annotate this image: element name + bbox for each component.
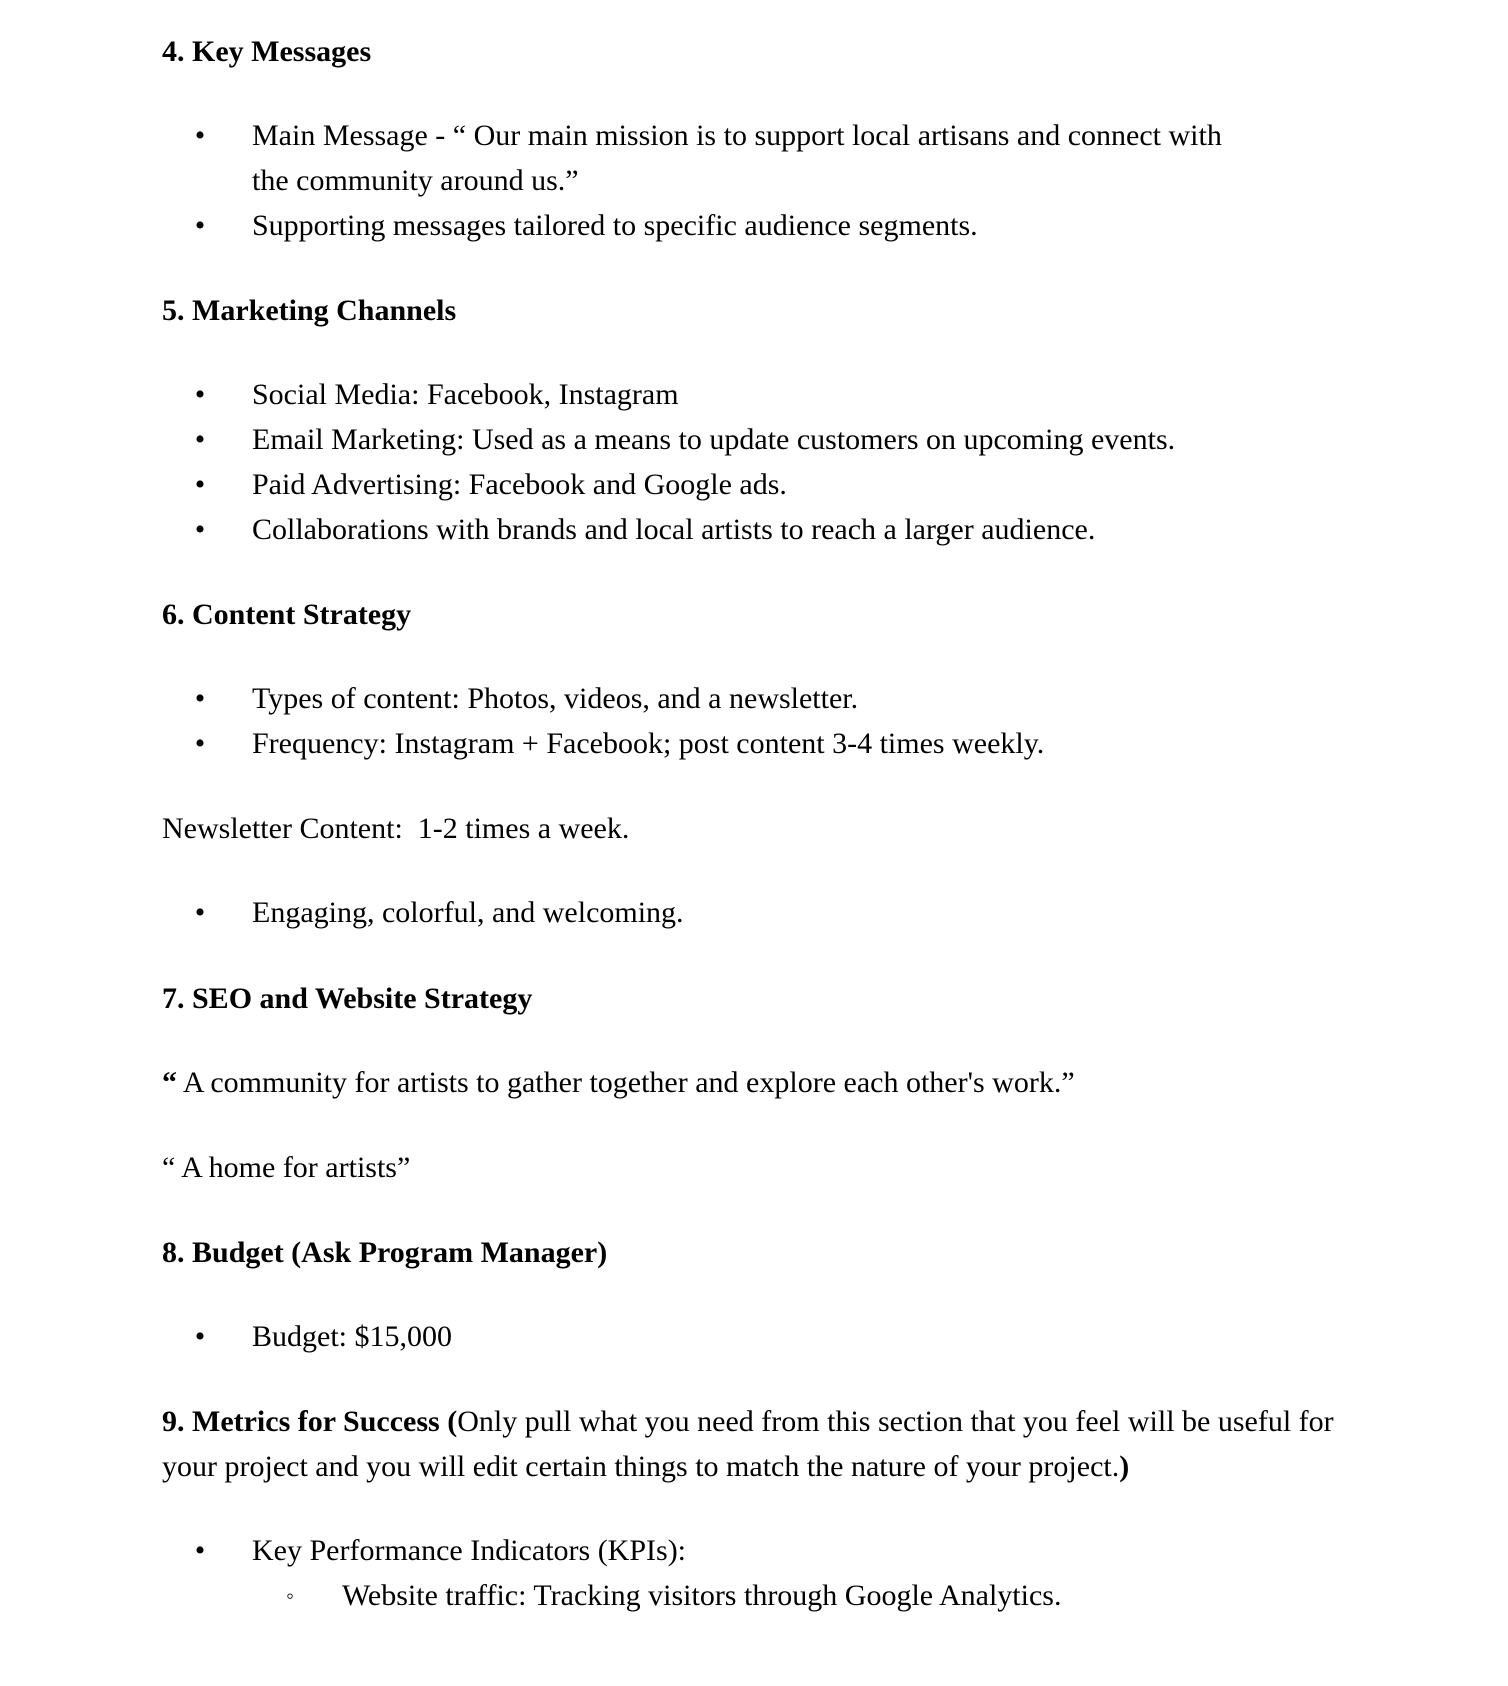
- section-heading-marketing-channels: 5. Marketing Channels: [162, 294, 457, 327]
- metrics-heading-bold: 9. Metrics for Success (: [162, 1405, 458, 1438]
- bullet-glyph: •: [194, 378, 206, 411]
- bullet-glyph: •: [194, 896, 206, 929]
- list-item-text: Engaging, colorful, and welcoming.: [252, 896, 684, 929]
- quote-mark: “: [162, 1066, 177, 1099]
- list-item-text: Budget: $15,000: [252, 1320, 452, 1353]
- section-heading-key-messages: 4. Key Messages: [162, 35, 372, 68]
- list-item-text: Email Marketing: Used as a means to update customers on upcoming events.: [252, 423, 1176, 456]
- newsletter-content-line: Newsletter Content: 1-2 times a week.: [162, 812, 630, 845]
- bullet-glyph: •: [194, 423, 206, 456]
- bullet-glyph: •: [194, 513, 206, 546]
- list-item-text: Types of content: Photos, videos, and a newsletter.: [252, 682, 859, 715]
- metrics-heading-note: Only pull what you need from this section that you feel will be useful for your project and you will edit certain things to match the nature of your project.: [162, 1405, 1334, 1483]
- seo-quote-community: [162, 1060, 1362, 1105]
- section-heading-seo: 7. SEO and Website Strategy: [162, 982, 533, 1015]
- sub-bullet-glyph: ◦: [286, 1583, 294, 1608]
- bullet-glyph: •: [194, 209, 206, 242]
- bullet-glyph: •: [194, 468, 206, 501]
- metrics-heading-close: ): [1119, 1450, 1130, 1483]
- sub-list-item-text: Website traffic: Tracking visitors through Google Analytics.: [342, 1579, 1062, 1612]
- list-item-text: Key Performance Indicators (KPIs):: [252, 1534, 687, 1567]
- list-item-text: Social Media: Facebook, Instagram: [252, 378, 679, 411]
- bullet-glyph: •: [194, 727, 206, 760]
- bullet-glyph: •: [194, 119, 206, 152]
- bullet-glyph: •: [194, 1320, 206, 1353]
- list-item-text: Main Message - “ Our main mission is to support local artisans and connect with the community around us.”: [252, 119, 1222, 197]
- section-heading-content-strategy: 6. Content Strategy: [162, 598, 412, 631]
- section-heading-budget: 8. Budget (Ask Program Manager): [162, 1236, 608, 1269]
- bullet-glyph: •: [194, 682, 206, 715]
- section-heading-metrics: [162, 1399, 1362, 1489]
- list-item-text: Paid Advertising: Facebook and Google ads.: [252, 468, 787, 501]
- list-item-text: Frequency: Instagram + Facebook; post content 3-4 times weekly.: [252, 727, 1045, 760]
- seo-quote-home: “ A home for artists”: [162, 1151, 411, 1184]
- quote-text: A community for artists to gather together and explore each other's work.”: [177, 1066, 1075, 1099]
- list-item-text: Collaborations with brands and local artists to reach a larger audience.: [252, 513, 1096, 546]
- list-item-text: Supporting messages tailored to specific audience segments.: [252, 209, 978, 242]
- bullet-glyph: •: [194, 1534, 206, 1567]
